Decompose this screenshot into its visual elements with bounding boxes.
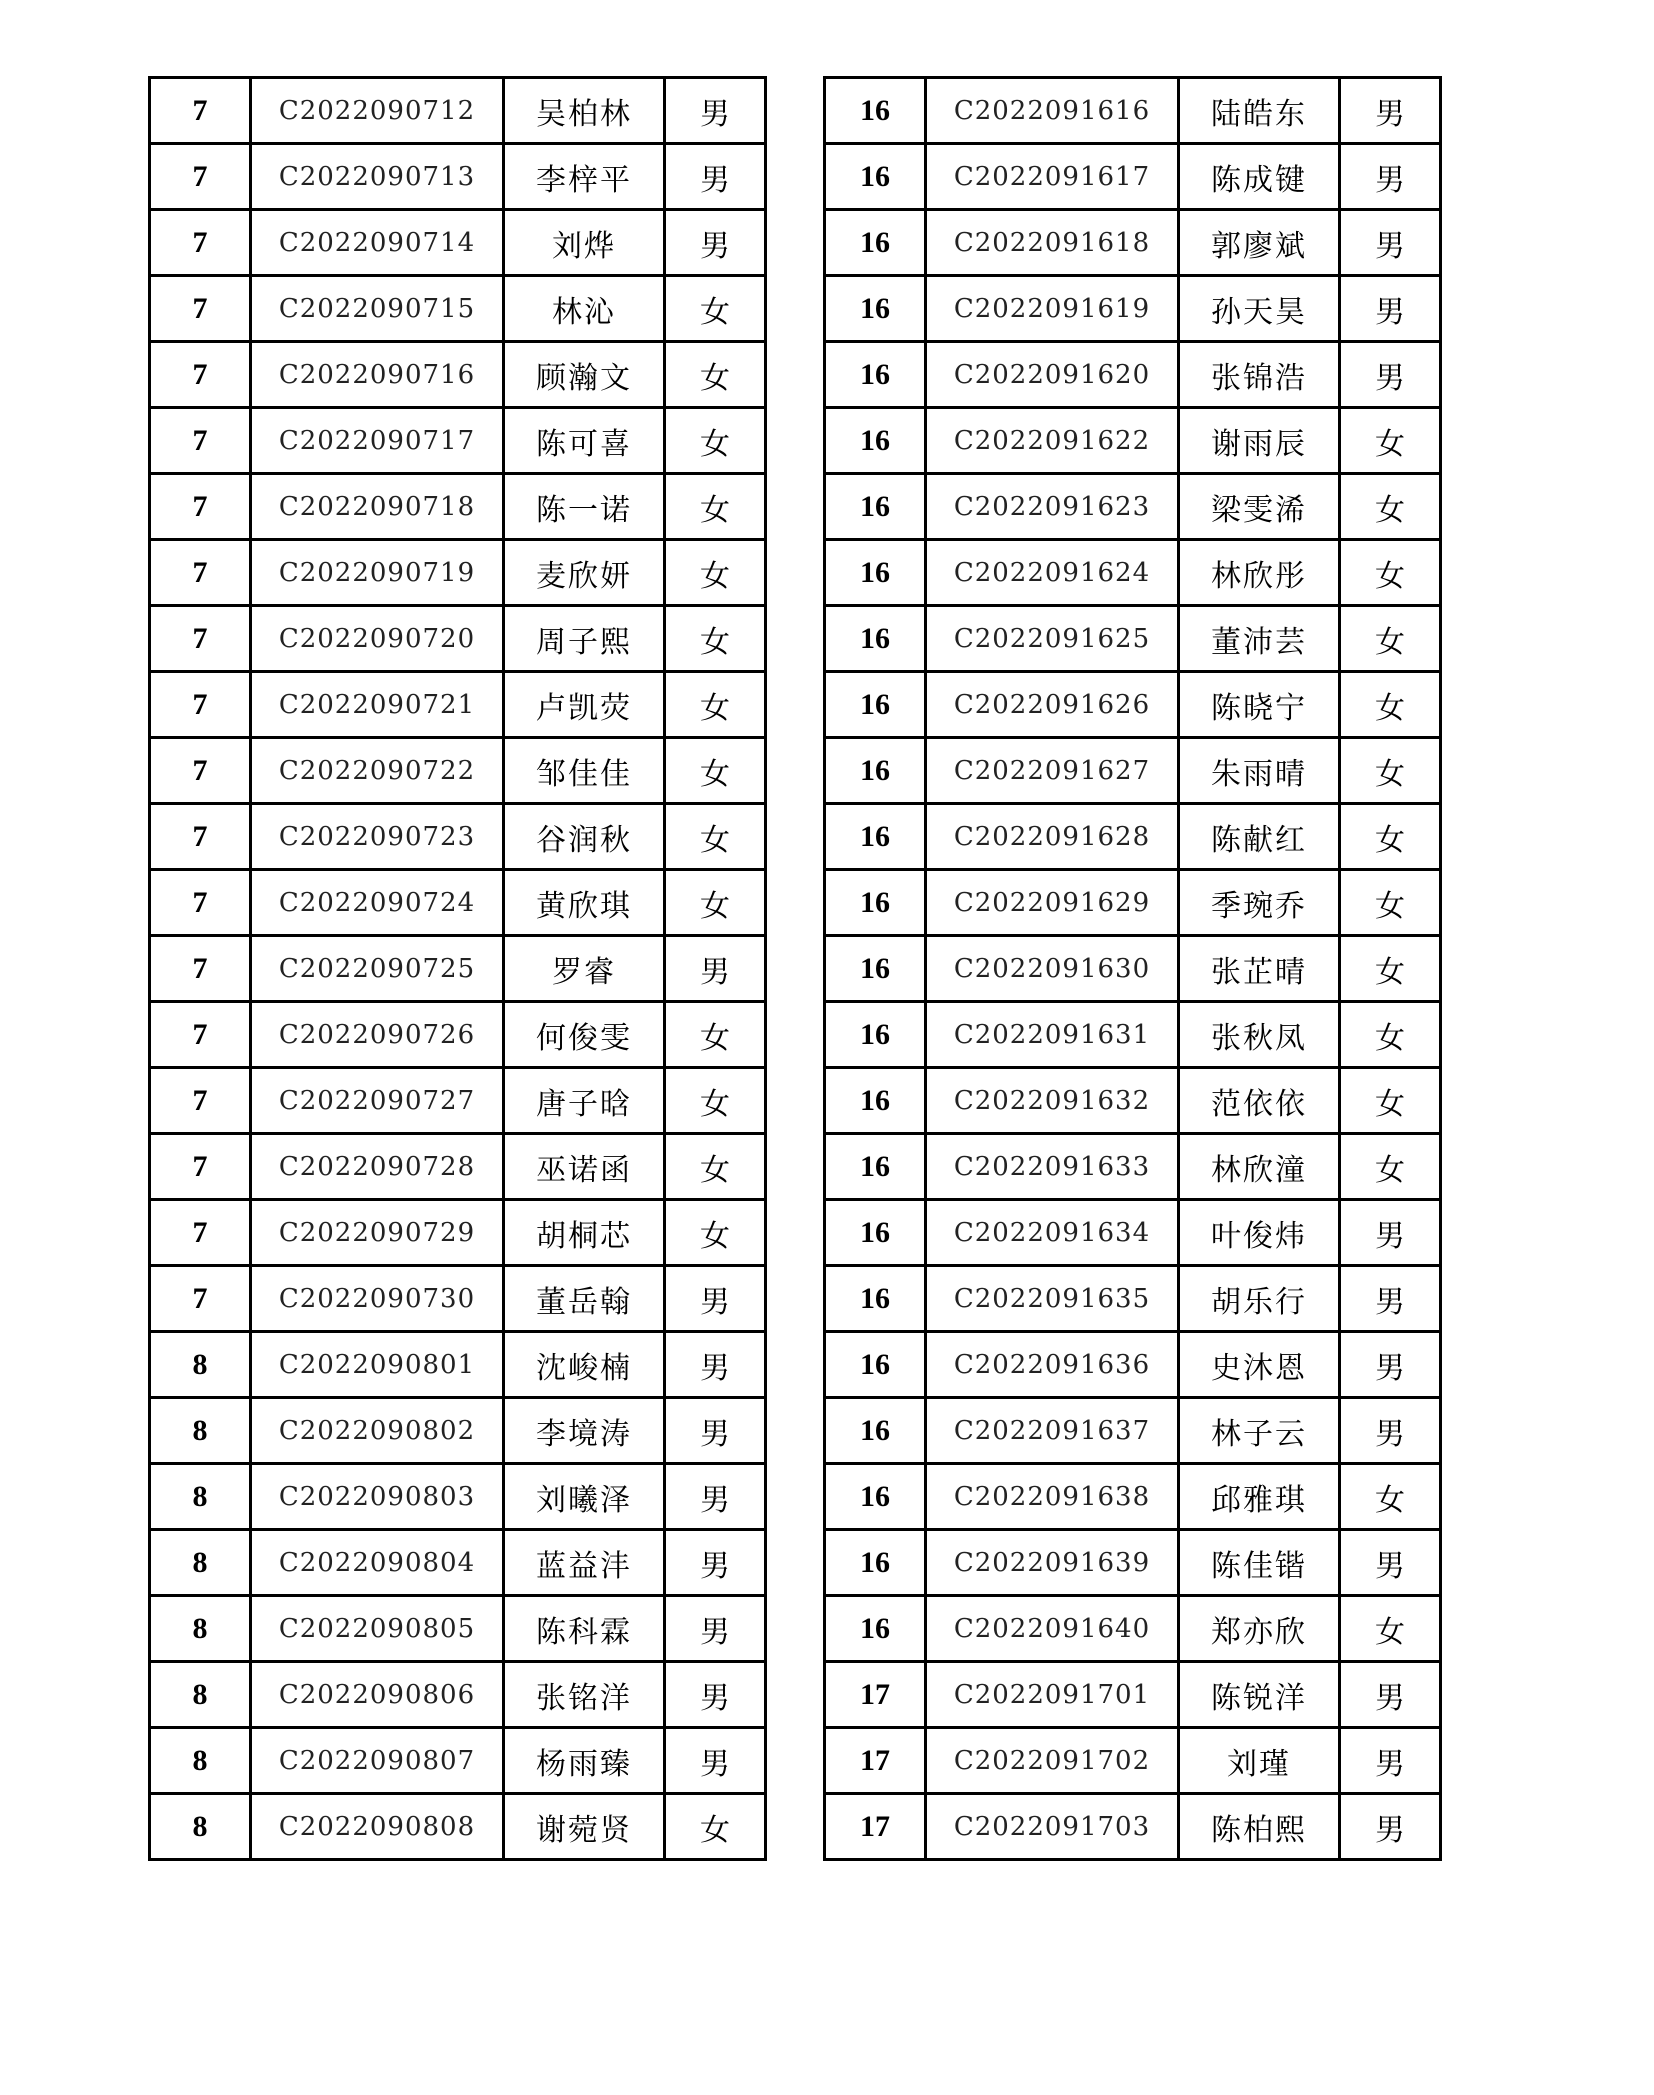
student-name-cell: 胡桐芯 <box>504 1200 665 1266</box>
class-number-cell: 16 <box>825 342 926 408</box>
gender-cell: 女 <box>665 1068 766 1134</box>
student-name-cell: 谷润秋 <box>504 804 665 870</box>
class-number-cell: 8 <box>150 1464 251 1530</box>
student-name-cell: 巫诺函 <box>504 1134 665 1200</box>
student-name-cell: 罗睿 <box>504 936 665 1002</box>
student-id-cell: C2022090729 <box>251 1200 504 1266</box>
student-name-cell: 卢凯荧 <box>504 672 665 738</box>
gender-cell: 女 <box>1340 408 1441 474</box>
table-row <box>150 540 766 606</box>
student-id-cell: C2022091631 <box>926 1002 1179 1068</box>
student-name-cell: 陈成键 <box>1179 144 1340 210</box>
student-name-cell: 李境涛 <box>504 1398 665 1464</box>
student-id-cell: C2022090725 <box>251 936 504 1002</box>
class-number-cell: 7 <box>150 870 251 936</box>
student-id-cell: C2022090718 <box>251 474 504 540</box>
student-id-cell: C2022091617 <box>926 144 1179 210</box>
student-name-cell: 林欣彤 <box>1179 540 1340 606</box>
gender-cell: 女 <box>1340 474 1441 540</box>
table-row <box>150 1002 766 1068</box>
class-number-cell: 16 <box>825 1596 926 1662</box>
class-number-cell: 7 <box>150 1002 251 1068</box>
class-number-cell: 16 <box>825 1332 926 1398</box>
gender-cell: 女 <box>665 408 766 474</box>
student-name-cell: 陆皓东 <box>1179 78 1340 144</box>
class-number-cell: 16 <box>825 606 926 672</box>
table-row <box>150 1464 766 1530</box>
class-number-cell: 7 <box>150 672 251 738</box>
table-row <box>150 936 766 1002</box>
student-name-cell: 季琬乔 <box>1179 870 1340 936</box>
gender-cell: 女 <box>1340 1002 1441 1068</box>
student-id-cell: C2022090717 <box>251 408 504 474</box>
table-row <box>150 78 766 144</box>
gender-cell: 女 <box>1340 936 1441 1002</box>
table-row <box>825 144 1441 210</box>
class-number-cell: 7 <box>150 408 251 474</box>
class-number-cell: 16 <box>825 1002 926 1068</box>
class-number-cell: 7 <box>150 210 251 276</box>
class-number-cell: 16 <box>825 1398 926 1464</box>
student-name-cell: 邱雅琪 <box>1179 1464 1340 1530</box>
class-number-cell: 16 <box>825 474 926 540</box>
student-id-cell: C2022090724 <box>251 870 504 936</box>
student-id-cell: C2022091637 <box>926 1398 1179 1464</box>
student-name-cell: 何俊雯 <box>504 1002 665 1068</box>
student-name-cell: 唐子晗 <box>504 1068 665 1134</box>
class-number-cell: 7 <box>150 342 251 408</box>
class-number-cell: 16 <box>825 1266 926 1332</box>
gender-cell: 女 <box>665 1200 766 1266</box>
student-id-cell: C2022090721 <box>251 672 504 738</box>
table-row <box>825 606 1441 672</box>
student-id-cell: C2022091618 <box>926 210 1179 276</box>
gender-cell: 女 <box>1340 672 1441 738</box>
student-id-cell: C2022091627 <box>926 738 1179 804</box>
gender-cell: 男 <box>665 210 766 276</box>
class-number-cell: 16 <box>825 210 926 276</box>
class-number-cell: 8 <box>150 1596 251 1662</box>
gender-cell: 女 <box>1340 1134 1441 1200</box>
student-id-cell: C2022090730 <box>251 1266 504 1332</box>
gender-cell: 男 <box>665 936 766 1002</box>
student-name-cell: 林子云 <box>1179 1398 1340 1464</box>
table-row <box>150 804 766 870</box>
table-row <box>825 1266 1441 1332</box>
student-id-cell: C2022091639 <box>926 1530 1179 1596</box>
class-number-cell: 16 <box>825 738 926 804</box>
student-id-cell: C2022090808 <box>251 1794 504 1860</box>
table-row <box>150 342 766 408</box>
gender-cell: 女 <box>1340 540 1441 606</box>
class-number-cell: 7 <box>150 1266 251 1332</box>
class-number-cell: 7 <box>150 1068 251 1134</box>
student-name-cell: 孙天昊 <box>1179 276 1340 342</box>
gender-cell: 男 <box>665 1332 766 1398</box>
class-number-cell: 16 <box>825 276 926 342</box>
student-name-cell: 邹佳佳 <box>504 738 665 804</box>
gender-cell: 男 <box>665 1596 766 1662</box>
gender-cell: 女 <box>665 276 766 342</box>
class-number-cell: 8 <box>150 1398 251 1464</box>
roster-body-right <box>825 78 1441 1860</box>
class-number-cell: 16 <box>825 936 926 1002</box>
gender-cell: 男 <box>1340 342 1441 408</box>
table-row <box>825 1728 1441 1794</box>
gender-cell: 男 <box>665 144 766 210</box>
class-number-cell: 17 <box>825 1662 926 1728</box>
gender-cell: 男 <box>1340 210 1441 276</box>
student-id-cell: C2022091630 <box>926 936 1179 1002</box>
student-id-cell: C2022091632 <box>926 1068 1179 1134</box>
student-name-cell: 刘曦泽 <box>504 1464 665 1530</box>
class-number-cell: 7 <box>150 144 251 210</box>
student-id-cell: C2022090720 <box>251 606 504 672</box>
gender-cell: 男 <box>1340 144 1441 210</box>
student-name-cell: 蓝益沣 <box>504 1530 665 1596</box>
table-row <box>825 936 1441 1002</box>
table-row <box>150 870 766 936</box>
class-number-cell: 16 <box>825 1068 926 1134</box>
gender-cell: 女 <box>665 1134 766 1200</box>
student-name-cell: 郑亦欣 <box>1179 1596 1340 1662</box>
student-id-cell: C2022091702 <box>926 1728 1179 1794</box>
student-name-cell: 陈柏熙 <box>1179 1794 1340 1860</box>
class-number-cell: 7 <box>150 78 251 144</box>
table-row <box>150 1596 766 1662</box>
class-number-cell: 16 <box>825 408 926 474</box>
student-name-cell: 胡乐行 <box>1179 1266 1340 1332</box>
gender-cell: 男 <box>1340 1530 1441 1596</box>
student-id-cell: C2022090714 <box>251 210 504 276</box>
student-name-cell: 麦欣妍 <box>504 540 665 606</box>
student-name-cell: 陈锐洋 <box>1179 1662 1340 1728</box>
table-row <box>150 144 766 210</box>
roster-body-left <box>150 78 766 1860</box>
student-name-cell: 沈峻楠 <box>504 1332 665 1398</box>
table-row <box>150 276 766 342</box>
table-row <box>150 1068 766 1134</box>
gender-cell: 男 <box>1340 1398 1441 1464</box>
student-name-cell: 刘瑾 <box>1179 1728 1340 1794</box>
class-number-cell: 17 <box>825 1728 926 1794</box>
student-id-cell: C2022091633 <box>926 1134 1179 1200</box>
student-id-cell: C2022091619 <box>926 276 1179 342</box>
gender-cell: 男 <box>1340 1728 1441 1794</box>
table-row <box>150 672 766 738</box>
table-row <box>150 1530 766 1596</box>
gender-cell: 女 <box>665 1002 766 1068</box>
table-row <box>825 78 1441 144</box>
student-id-cell: C2022090804 <box>251 1530 504 1596</box>
student-id-cell: C2022091629 <box>926 870 1179 936</box>
gender-cell: 男 <box>1340 78 1441 144</box>
class-number-cell: 7 <box>150 1200 251 1266</box>
class-number-cell: 7 <box>150 474 251 540</box>
gender-cell: 男 <box>1340 1662 1441 1728</box>
class-number-cell: 16 <box>825 540 926 606</box>
student-name-cell: 刘烨 <box>504 210 665 276</box>
gender-cell: 女 <box>665 804 766 870</box>
gender-cell: 女 <box>1340 1596 1441 1662</box>
student-name-cell: 陈晓宁 <box>1179 672 1340 738</box>
table-row <box>825 408 1441 474</box>
student-name-cell: 叶俊炜 <box>1179 1200 1340 1266</box>
student-name-cell: 林沁 <box>504 276 665 342</box>
table-row <box>825 540 1441 606</box>
table-row <box>150 738 766 804</box>
gender-cell: 男 <box>665 1530 766 1596</box>
table-row <box>150 1728 766 1794</box>
table-row <box>150 1332 766 1398</box>
class-number-cell: 16 <box>825 144 926 210</box>
table-row <box>825 1068 1441 1134</box>
student-id-cell: C2022091703 <box>926 1794 1179 1860</box>
student-name-cell: 林欣潼 <box>1179 1134 1340 1200</box>
gender-cell: 男 <box>1340 1794 1441 1860</box>
table-row <box>825 1332 1441 1398</box>
student-id-cell: C2022090803 <box>251 1464 504 1530</box>
student-id-cell: C2022091622 <box>926 408 1179 474</box>
gender-cell: 男 <box>665 1662 766 1728</box>
student-id-cell: C2022091635 <box>926 1266 1179 1332</box>
student-id-cell: C2022090802 <box>251 1398 504 1464</box>
table-row <box>825 1530 1441 1596</box>
gender-cell: 女 <box>665 672 766 738</box>
student-id-cell: C2022090713 <box>251 144 504 210</box>
gender-cell: 男 <box>665 1464 766 1530</box>
student-id-cell: C2022091640 <box>926 1596 1179 1662</box>
class-number-cell: 16 <box>825 1464 926 1530</box>
student-id-cell: C2022091626 <box>926 672 1179 738</box>
class-number-cell: 16 <box>825 78 926 144</box>
gender-cell: 女 <box>665 540 766 606</box>
student-name-cell: 张铭洋 <box>504 1662 665 1728</box>
class-number-cell: 16 <box>825 1134 926 1200</box>
table-row <box>825 474 1441 540</box>
table-row <box>825 1662 1441 1728</box>
gender-cell: 女 <box>1340 870 1441 936</box>
table-row <box>150 474 766 540</box>
table-row <box>825 210 1441 276</box>
class-number-cell: 16 <box>825 672 926 738</box>
student-name-cell: 杨雨臻 <box>504 1728 665 1794</box>
gender-cell: 男 <box>1340 1332 1441 1398</box>
student-id-cell: C2022090726 <box>251 1002 504 1068</box>
roster-table-left <box>148 76 767 1861</box>
student-name-cell: 朱雨晴 <box>1179 738 1340 804</box>
gender-cell: 女 <box>1340 606 1441 672</box>
student-id-cell: C2022091638 <box>926 1464 1179 1530</box>
student-id-cell: C2022090806 <box>251 1662 504 1728</box>
student-id-cell: C2022091636 <box>926 1332 1179 1398</box>
table-row <box>150 1662 766 1728</box>
table-row <box>825 1002 1441 1068</box>
table-row <box>150 1794 766 1860</box>
student-name-cell: 张锦浩 <box>1179 342 1340 408</box>
gender-cell: 女 <box>665 474 766 540</box>
student-name-cell: 张秋凤 <box>1179 1002 1340 1068</box>
gender-cell: 女 <box>665 342 766 408</box>
class-number-cell: 7 <box>150 804 251 870</box>
gender-cell: 女 <box>1340 804 1441 870</box>
table-row <box>825 672 1441 738</box>
student-id-cell: C2022090723 <box>251 804 504 870</box>
student-name-cell: 吴柏林 <box>504 78 665 144</box>
gender-cell: 女 <box>1340 1464 1441 1530</box>
class-number-cell: 16 <box>825 1200 926 1266</box>
class-number-cell: 8 <box>150 1530 251 1596</box>
student-id-cell: C2022090801 <box>251 1332 504 1398</box>
student-id-cell: C2022090807 <box>251 1728 504 1794</box>
student-name-cell: 陈献红 <box>1179 804 1340 870</box>
class-number-cell: 8 <box>150 1794 251 1860</box>
table-row <box>825 1398 1441 1464</box>
class-number-cell: 8 <box>150 1332 251 1398</box>
gender-cell: 男 <box>1340 276 1441 342</box>
student-name-cell: 董沛芸 <box>1179 606 1340 672</box>
class-number-cell: 7 <box>150 540 251 606</box>
gender-cell: 女 <box>1340 738 1441 804</box>
table-row <box>825 342 1441 408</box>
table-row <box>825 870 1441 936</box>
student-id-cell: C2022090716 <box>251 342 504 408</box>
student-id-cell: C2022090719 <box>251 540 504 606</box>
student-name-cell: 陈一诺 <box>504 474 665 540</box>
table-row <box>150 1200 766 1266</box>
gender-cell: 女 <box>665 738 766 804</box>
table-row <box>825 804 1441 870</box>
table-row <box>150 1398 766 1464</box>
student-id-cell: C2022090728 <box>251 1134 504 1200</box>
student-name-cell: 陈科霖 <box>504 1596 665 1662</box>
table-row <box>825 1464 1441 1530</box>
class-number-cell: 16 <box>825 870 926 936</box>
student-id-cell: C2022091701 <box>926 1662 1179 1728</box>
table-row <box>825 1134 1441 1200</box>
gender-cell: 女 <box>665 1794 766 1860</box>
gender-cell: 男 <box>665 78 766 144</box>
class-number-cell: 16 <box>825 804 926 870</box>
student-id-cell: C2022091624 <box>926 540 1179 606</box>
gender-cell: 男 <box>1340 1200 1441 1266</box>
student-name-cell: 郭廖斌 <box>1179 210 1340 276</box>
gender-cell: 男 <box>665 1398 766 1464</box>
gender-cell: 女 <box>1340 1068 1441 1134</box>
student-name-cell: 陈可喜 <box>504 408 665 474</box>
table-row <box>825 1596 1441 1662</box>
roster-table-right <box>823 76 1442 1861</box>
student-name-cell: 梁雯浠 <box>1179 474 1340 540</box>
class-number-cell: 8 <box>150 1728 251 1794</box>
student-id-cell: C2022091634 <box>926 1200 1179 1266</box>
table-row <box>825 276 1441 342</box>
student-id-cell: C2022090712 <box>251 78 504 144</box>
gender-cell: 女 <box>665 870 766 936</box>
student-name-cell: 史沐恩 <box>1179 1332 1340 1398</box>
table-row <box>825 738 1441 804</box>
gender-cell: 男 <box>665 1266 766 1332</box>
gender-cell: 男 <box>665 1728 766 1794</box>
class-number-cell: 7 <box>150 606 251 672</box>
student-id-cell: C2022091620 <box>926 342 1179 408</box>
student-name-cell: 张芷晴 <box>1179 936 1340 1002</box>
class-number-cell: 16 <box>825 1530 926 1596</box>
student-name-cell: 陈佳锴 <box>1179 1530 1340 1596</box>
gender-cell: 女 <box>665 606 766 672</box>
table-row <box>150 606 766 672</box>
class-number-cell: 7 <box>150 738 251 804</box>
class-number-cell: 17 <box>825 1794 926 1860</box>
student-name-cell: 周子熙 <box>504 606 665 672</box>
student-name-cell: 李梓平 <box>504 144 665 210</box>
student-name-cell: 范依依 <box>1179 1068 1340 1134</box>
table-row <box>150 1266 766 1332</box>
class-number-cell: 7 <box>150 1134 251 1200</box>
table-row <box>150 1134 766 1200</box>
student-id-cell: C2022090715 <box>251 276 504 342</box>
class-number-cell: 8 <box>150 1662 251 1728</box>
student-id-cell: C2022090805 <box>251 1596 504 1662</box>
table-row <box>825 1200 1441 1266</box>
class-number-cell: 7 <box>150 276 251 342</box>
student-name-cell: 谢菀贤 <box>504 1794 665 1860</box>
student-id-cell: C2022090722 <box>251 738 504 804</box>
student-name-cell: 顾瀚文 <box>504 342 665 408</box>
table-row <box>150 408 766 474</box>
student-name-cell: 谢雨辰 <box>1179 408 1340 474</box>
student-id-cell: C2022090727 <box>251 1068 504 1134</box>
gender-cell: 男 <box>1340 1266 1441 1332</box>
class-number-cell: 7 <box>150 936 251 1002</box>
student-id-cell: C2022091616 <box>926 78 1179 144</box>
student-id-cell: C2022091625 <box>926 606 1179 672</box>
student-name-cell: 黄欣琪 <box>504 870 665 936</box>
student-id-cell: C2022091628 <box>926 804 1179 870</box>
student-id-cell: C2022091623 <box>926 474 1179 540</box>
table-row <box>825 1794 1441 1860</box>
student-name-cell: 董岳翰 <box>504 1266 665 1332</box>
table-row <box>150 210 766 276</box>
